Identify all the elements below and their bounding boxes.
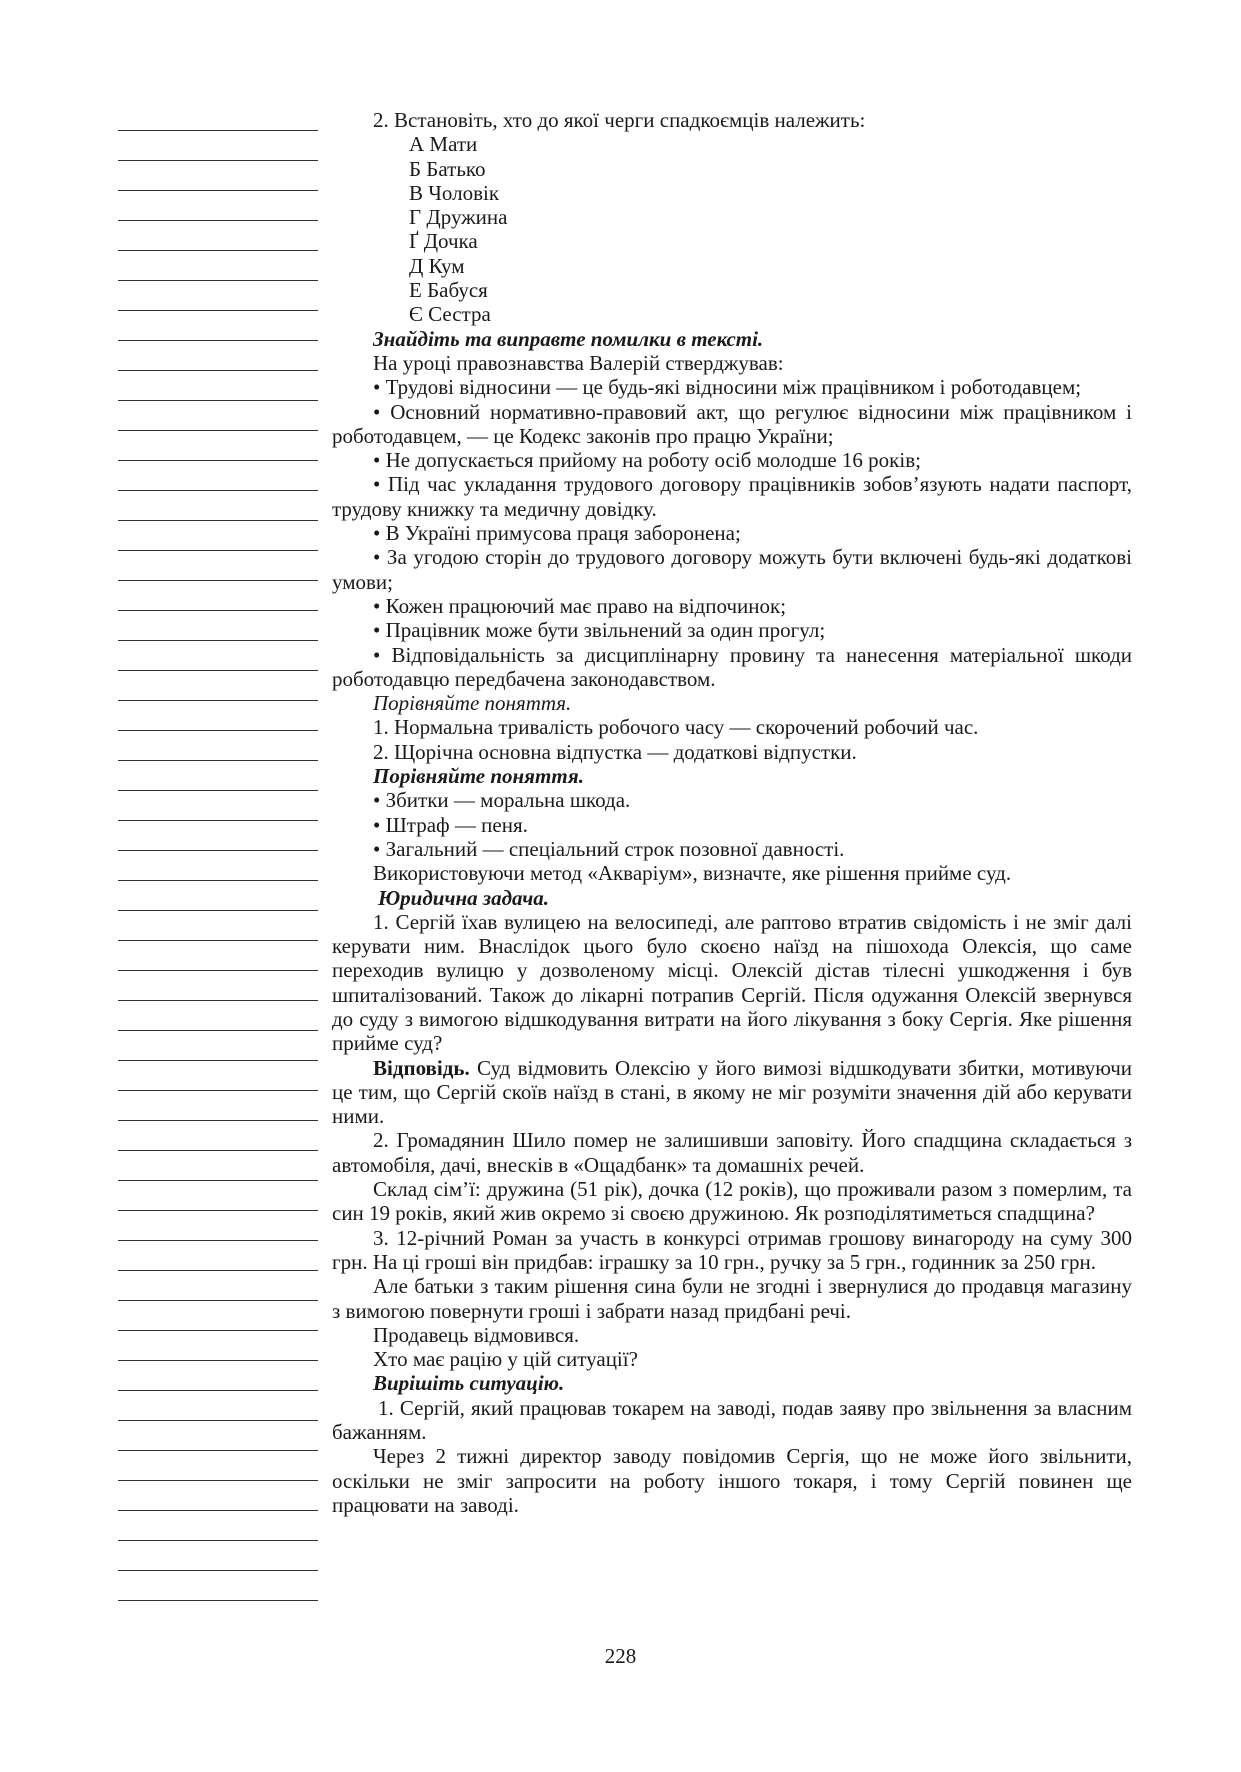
legal-answer	[332, 1056, 1132, 1129]
note-line	[118, 1150, 318, 1151]
aquarium-instruction: Використовуючи метод «Акваріум», визначте, яке рішення прийме суд.	[373, 861, 1012, 886]
legal-task-heading: Юридична задача.	[378, 885, 549, 910]
note-line	[118, 1450, 318, 1451]
note-line	[118, 910, 318, 911]
note-line	[118, 250, 318, 251]
note-line	[118, 820, 318, 821]
note-line	[118, 850, 318, 851]
errors-item: • За угодою сторін до трудового договору можуть бути включені будь-які додаткові умови;	[332, 545, 1132, 594]
note-line	[118, 670, 318, 671]
compare2-item: • Загальний — спеціальний строк позовної давності.	[373, 836, 845, 861]
legal-case-2-family: Склад сім’ї: дружина (51 рік), дочка (12 років), що проживали разом з померлим, та син 19 років, який жив окремо зі своєю дружиною. Як розподілятиметься спадщина?	[332, 1177, 1132, 1226]
errors-item: • Трудові відносини — це будь-які відносини між працівником і роботодавцем;	[373, 375, 1082, 400]
note-line	[118, 280, 318, 281]
compare1-heading: Порівняйте поняття.	[373, 691, 572, 716]
note-line	[118, 1000, 318, 1001]
errors-item: • Основний нормативно-правовий акт, що регулює відносини між працівником і роботодавцем, — це Кодекс законів про працю України;	[332, 399, 1132, 448]
compare2-heading: Порівняйте поняття.	[373, 764, 584, 789]
note-line	[118, 1030, 318, 1031]
legal-case-3-seller: Продавець відмовився.	[373, 1322, 580, 1347]
note-line	[118, 310, 318, 311]
note-line	[118, 460, 318, 461]
errors-item: • Кожен працюючий має право на відпочинок;	[373, 593, 787, 618]
note-line	[118, 1510, 318, 1511]
note-line	[118, 190, 318, 191]
note-line	[118, 1360, 318, 1361]
note-line	[118, 1120, 318, 1121]
task2-option: Б Батько	[409, 156, 486, 181]
errors-heading: Знайдіть та виправте помилки в тексті.	[373, 326, 764, 351]
compare1-item: 2. Щорічна основна відпустка — додаткові відпустки.	[373, 739, 857, 764]
note-line	[118, 220, 318, 221]
note-line	[118, 1540, 318, 1541]
compare2-item: • Штраф — пеня.	[373, 812, 528, 837]
answer-text: Суд відмовить Олексію у його вимозі відшкодувати збитки, мотивуючи це тим, що Сергій скоїв наїзд в стані, в якому не міг розуміти значення дій або керувати ними.	[332, 1055, 1132, 1129]
legal-case-1: 1. Сергій їхав вулицею на велосипеді, але раптово втратив свідомість і не зміг далі керувати ним. Внаслідок цього було скоєно наїзд на пішохода Олексія, що саме переходив вулицю у дозволеному місці. Олексій дістав тілесні ушкодження і був шпиталізований. Також до лікарні потрапив Сергій. Після одужання Олексій звернувся до суду з вимогою відшкодування витрати на його лікування з боку Сергія. Яке рішення прийме суд?	[332, 909, 1132, 1056]
note-line	[118, 1480, 318, 1481]
compare1-item: 1. Нормальна тривалість робочого часу — скорочений робочий час.	[373, 715, 979, 740]
errors-item: • Не допускається прийому на роботу осіб молодше 16 років;	[373, 448, 921, 473]
note-line	[118, 430, 318, 431]
note-line	[118, 400, 318, 401]
task2-option: Ґ Дочка	[409, 229, 478, 254]
errors-intro: На уроці правознавства Валерій стверджував:	[373, 350, 784, 375]
errors-item: • Під час укладання трудового договору працівників зобов’язують надати паспорт, трудову книжку та медичну довідку.	[332, 472, 1132, 521]
compare2-item: • Збитки — моральна шкода.	[373, 788, 631, 813]
legal-case-3-question: Хто має рацію у цій ситуації?	[373, 1347, 638, 1372]
legal-case-3: 3. 12-річний Роман за участь в конкурсі отримав грошову винагороду на суму 300 грн. На ці гроші він придбав: іграшку за 10 грн., ручку за 5 грн., годинник за 250 грн.	[332, 1225, 1132, 1274]
page-number: 228	[604, 1644, 637, 1668]
note-line	[118, 550, 318, 551]
task2-option: Е Бабуся	[409, 278, 488, 303]
note-line	[118, 490, 318, 491]
answer-label: Відповідь.	[373, 1055, 470, 1080]
situation-paragraph-2: Через 2 тижні директор заводу повідомив Сергія, що не може його звільнити, оскільки не зміг запросити на роботу іншого токаря, і тому Сергій повинен ще працювати на заводі.	[332, 1444, 1132, 1517]
note-line	[118, 700, 318, 701]
note-line	[118, 640, 318, 641]
situation-heading: Вирішіть ситуацію.	[373, 1371, 565, 1396]
note-line	[118, 370, 318, 371]
task2-option: В Чоловік	[409, 180, 500, 205]
note-line	[118, 610, 318, 611]
note-line	[118, 1180, 318, 1181]
note-line	[118, 1090, 318, 1091]
note-line	[118, 1330, 318, 1331]
situation-paragraph-1: 1. Сергій, який працював токарем на заводі, подав заяву про звільнення за власним бажанням.	[332, 1395, 1132, 1445]
task2-title: 2. Встановіть, хто до якої черги спадкоємців належить:	[373, 108, 866, 132]
note-line	[118, 1060, 318, 1061]
note-line	[118, 340, 318, 341]
task2-option: Г Дружина	[409, 205, 508, 230]
note-line	[118, 880, 318, 881]
note-line	[118, 1390, 318, 1391]
task2-option: Є Сестра	[409, 302, 491, 327]
note-line	[118, 760, 318, 761]
page-content	[332, 108, 1132, 1517]
note-line	[118, 1270, 318, 1271]
note-line	[118, 1420, 318, 1421]
note-line	[118, 520, 318, 521]
note-line	[118, 580, 318, 581]
task2-option: А Мати	[409, 132, 478, 157]
margin-note-lines	[118, 0, 318, 1772]
note-line	[118, 160, 318, 161]
note-line	[118, 790, 318, 791]
note-line	[118, 1210, 318, 1211]
task2-option: Д Кум	[409, 253, 465, 278]
legal-case-2: 2. Громадянин Шило помер не залишивши заповіту. Його спадщина складається з автомобіля, дачі, внесків в «Ощадбанк» та домашніх речей.	[332, 1128, 1132, 1177]
note-line	[118, 1600, 318, 1601]
note-line	[118, 730, 318, 731]
legal-case-3-parents: Але батьки з таким рішення сина були не згодні і звернулися до продавця магазину з вимогою повернути гроші і забрати назад придбані речі.	[332, 1274, 1132, 1323]
errors-item: • В Україні примусова праця заборонена;	[373, 521, 741, 546]
errors-item: • Відповідальність за дисциплінарну провину та нанесення матеріальної шкоди роботодавцю передбачена законодавством.	[332, 642, 1132, 691]
note-line	[118, 940, 318, 941]
note-line	[118, 1300, 318, 1301]
note-line	[118, 970, 318, 971]
note-line	[118, 1570, 318, 1571]
note-line	[118, 130, 318, 131]
errors-item: • Працівник може бути звільнений за один прогул;	[373, 618, 826, 643]
note-line	[118, 1240, 318, 1241]
